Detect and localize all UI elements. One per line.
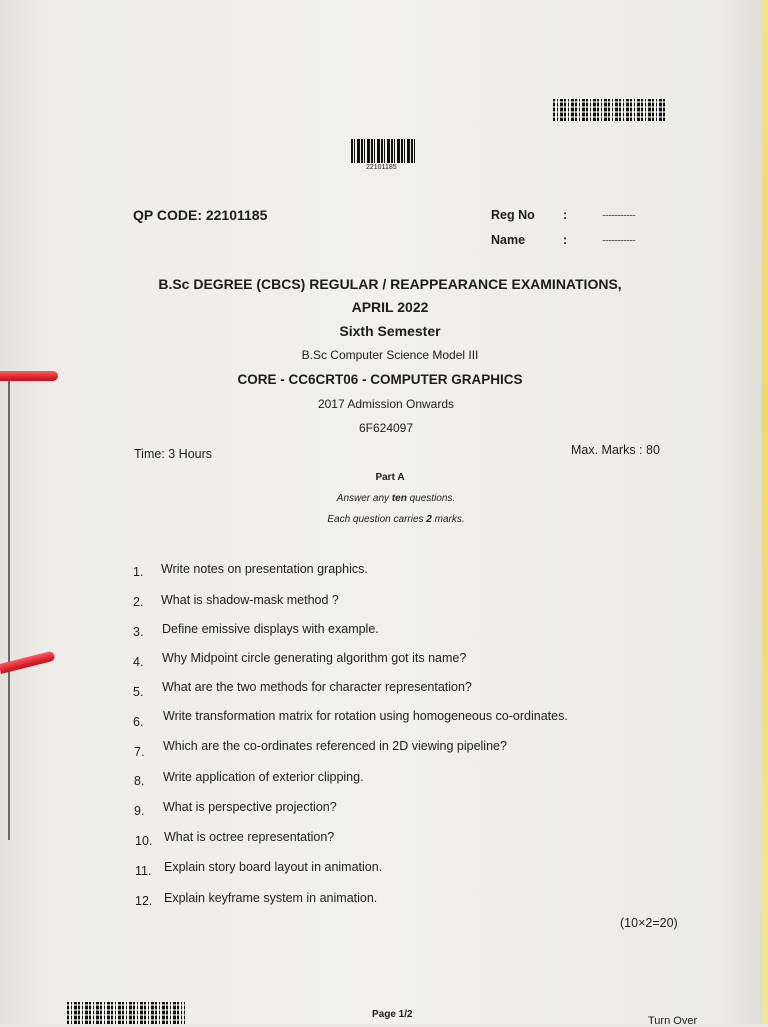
question-number: 11. (135, 864, 152, 878)
question-text: Define emissive displays with example. (162, 622, 379, 636)
question-number: 8. (134, 774, 145, 788)
instruction-1-bold: ten (391, 493, 407, 504)
question-number: 10. (135, 834, 153, 848)
question-text: What is perspective projection? (163, 800, 337, 814)
instruction-1-post: questions. (406, 493, 456, 504)
barcode-number: 22101185 (366, 164, 397, 171)
part-a-heading: Part A (375, 472, 405, 483)
instruction-1-pre: Answer any (336, 493, 392, 504)
paper-code: 6F624097 (358, 421, 414, 435)
turn-over-note: Turn Over (648, 1015, 698, 1027)
question-text: Why Midpoint circle generating algorithm got its name? (162, 651, 467, 665)
course-title: CORE - CC6CRT06 - COMPUTER GRAPHICS (237, 372, 523, 387)
question-number: 1. (133, 565, 144, 579)
question-text: What are the two methods for character representation? (162, 680, 472, 694)
instruction-2-post: marks. (431, 514, 465, 525)
question-text: What is octree representation? (164, 830, 335, 844)
question-text: Write notes on presentation graphics. (161, 562, 368, 576)
name-blank: ...................... (602, 233, 636, 243)
reg-no-blank: ...................... (602, 208, 636, 218)
red-binding-thread-top (0, 371, 58, 381)
question-number: 12. (135, 894, 153, 908)
question-number: 2. (133, 595, 144, 609)
name-label: Name (491, 233, 526, 247)
part-a-instruction-1 (266, 493, 526, 504)
question-number: 5. (133, 685, 144, 699)
top-right-barcode (553, 99, 666, 121)
binding-line (8, 380, 10, 840)
programme: B.Sc Computer Science Model III (301, 348, 479, 362)
question-text: Explain keyframe system in animation. (164, 891, 378, 905)
page-number: Page 1/2 (372, 1009, 413, 1020)
reg-no-colon: : (563, 208, 568, 222)
instruction-2-bold: 2 (426, 514, 432, 525)
admission-note: 2017 Admission Onwards (317, 397, 455, 411)
question-number: 4. (133, 655, 144, 669)
semester: Sixth Semester (339, 323, 441, 339)
question-text: Write application of exterior clipping. (163, 770, 364, 784)
max-marks: Max. Marks : 80 (571, 443, 660, 457)
yellow-page-edge (762, 0, 768, 1024)
question-paper-barcode (351, 139, 417, 163)
exam-time: Time: 3 Hours (134, 447, 213, 461)
question-number: 7. (134, 745, 145, 759)
question-number: 6. (133, 715, 144, 729)
reg-no-label: Reg No (491, 208, 535, 222)
question-number: 9. (134, 804, 145, 818)
part-a-marks-total: (10×2=20) (620, 916, 678, 930)
question-number: 3. (133, 625, 144, 639)
question-text: Which are the co-ordinates referenced in 2D viewing pipeline? (163, 739, 507, 753)
exam-title-line2: APRIL 2022 (351, 299, 429, 315)
part-a-instruction-2 (266, 514, 526, 525)
question-text: What is shadow-mask method ? (161, 593, 339, 607)
question-text: Explain story board layout in animation. (164, 860, 383, 874)
bottom-left-barcode (67, 1002, 185, 1024)
instruction-2-pre: Each question carries (327, 514, 427, 525)
exam-title-line1: B.Sc DEGREE (CBCS) REGULAR / REAPPEARANCE EXAMINATIONS, (158, 276, 622, 292)
qp-code: QP CODE: 22101185 (133, 207, 268, 223)
question-text: Write transformation matrix for rotation using homogeneous co-ordinates. (163, 709, 568, 723)
name-colon: : (563, 233, 568, 247)
